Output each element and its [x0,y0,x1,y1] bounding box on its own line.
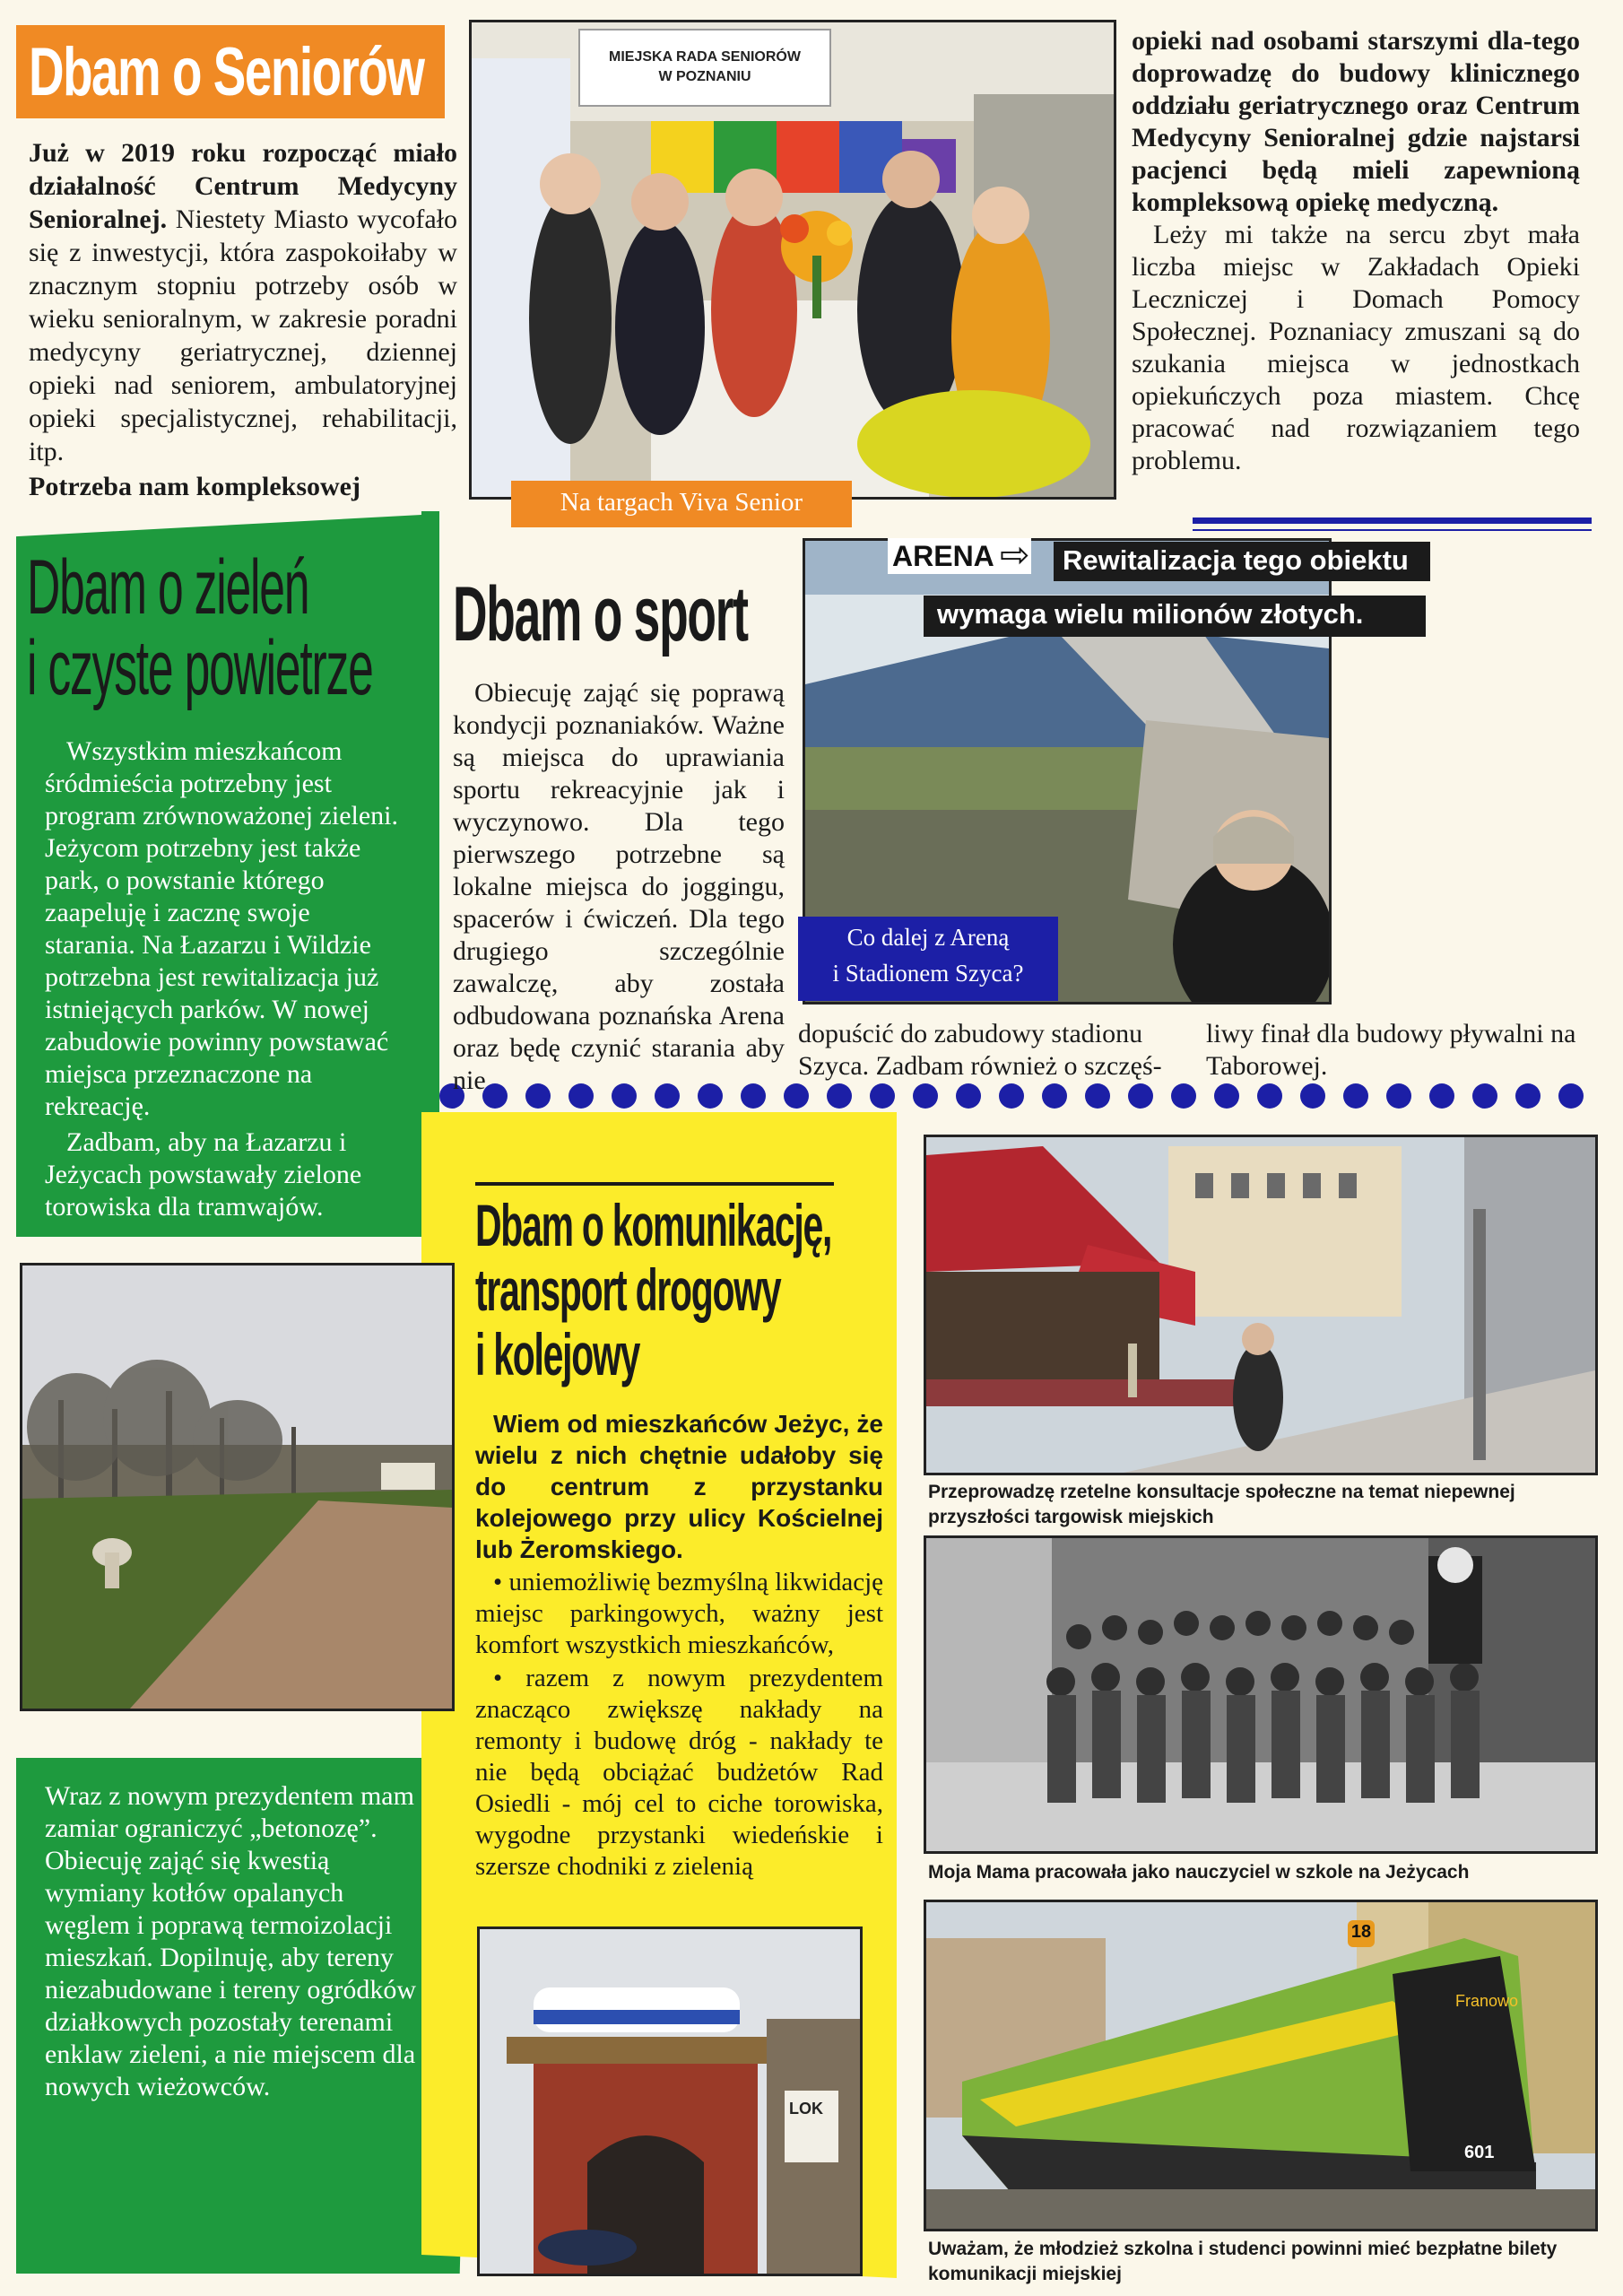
viva-senior-caption: Na targach Viva Senior [560,488,803,517]
navy-rule-thin [1193,529,1592,531]
sport-col3 [1206,1018,1592,1083]
seniors-title: Dbam o Seniorów [29,34,424,110]
transport-text [475,1408,883,1883]
viaduct-photo [477,1926,863,2276]
sport-col2 [798,1018,1166,1083]
arena-label: ARENA [892,540,994,572]
green-text-top [45,735,404,1223]
viaduct-sign: LOK [789,2100,823,2118]
seniors-col3-lead: opieki nad osobami starszymi dla-tego doprowadzę do budowy klinicznego oddziału geriatrycznego oraz Centrum Medycyny Senioralnej gdzie najstarsi pacjenci będą mieli zapewnioną kompleksową opiekę medyczną. [1132,26,1580,217]
park-photo [20,1263,455,1711]
tram-photo [924,1900,1598,2231]
school-photo [924,1535,1598,1854]
seniors-col1-text: Niestety Miasto wycofało się z inwestycji, która zaspokoiłaby w znacznym stopniu potrzeby osób w wieku senioralnym, w zakresie poradni medycyny geriatrycznej, dziennej opieki nad seniorem, ambulatoryjnej opieki specjalistycznej, rehabilitacji, itp. [29,204,457,466]
mrs-banner-line2: W POZNANIU [658,69,751,84]
market-photo [924,1135,1598,1475]
transport-title-rule [475,1182,834,1186]
green-title-line2: i czyste powietrze [27,625,373,711]
tram-caption: Uważam, że młodzież szkolna i studenci powinni mieć bezpłatne bilety komunikacji miejskiej [928,2239,1558,2284]
mrs-banner-line1: MIEJSKA RADA SENIORÓW [609,49,801,65]
seniors-col1-tail: Potrzeba nam kompleksowej [29,472,360,501]
transport-lead: Wiem od mieszkańców Jeżyc, że wielu z nich chętnie udałoby się do centrum z przystanku kolejowego przy ulicy Kościelnej lub Żeromskiego. [475,1410,883,1563]
seniors-col3 [1132,25,1580,477]
viva-senior-photo [469,20,1116,500]
sport-col1-text: Obiecuję zająć się poprawą kondycji poznaniaków. Ważne są miejsca do uprawiania sportu rekreacyjnie jak i wyczynowo. Dla tego pierwszego potrzebne są lokalne miejsca do joggingu, spacerów i ćwiczeń. Dla tego drugiego szczególnie zawalczę, aby została odbudowana poznańska Arena oraz będę czynić starania aby nie [453,678,785,1095]
sport-col1 [453,677,785,1097]
transport-title-line3: i kolejowy [475,1321,640,1387]
seniors-col3-text: Leży mi także na sercu zbyt mała liczba miejsc w Zakładach Opieki Leczniczej i Domach Pomocy Społecznej. Poznaniacy zmuszani są do szukania miejsca w jednostkach opiekuńczych poza miastem. Chcę pracować nad rozwiązaniem tego problemu. [1132,220,1580,475]
tram-destination: Franowo [1455,1992,1519,2010]
arena-banner-line2: wymaga wielu milionów złotych. [937,598,1364,630]
market-caption: Przeprowadzę rzetelne konsultacje społeczne na temat niepewnej przyszłości targowisk miejskich [928,1482,1515,1527]
transport-title-line1: Dbam o komunikację, [475,1192,832,1258]
seniors-col1 [29,136,457,503]
green-p1: Wszystkim mieszkańcom śródmieścia potrzebny jest program zrównoważonej zieleni. Jeżycom potrzebny jest także park, o powstanie którego zaapeluję i zacznę swoje starania. Na Łazarzu i Wildzie potrzebna jest rewitalizacja już istniejących parków. W nowej zabudowie powinny powstawać miejsca przeznaczone na rekreację. [45,736,398,1121]
tram-fleet-number: 601 [1464,2143,1495,2162]
arena-caption-line2: i Stadionem Szyca? [832,960,1024,987]
green-sliver [421,511,439,1112]
green-text-bottom [45,1780,430,2103]
sport-col2-text: dopuścić do zabudowy stadionu Szyca. Zadbam również o szczęś- [798,1019,1162,1081]
seniors-col1-lead: Już w 2019 roku rozpocząć miało działalność Centrum Medycyny Senioralnej. [29,138,457,234]
school-caption: Moja Mama pracowała jako nauczyciel w szkole na Jeżycach [928,1862,1470,1883]
transport-bullet1: • uniemożliwię bezmyślną likwidację miejsc parkingowych, ważny jest komfort wszystkich mieszkańców, [475,1568,883,1659]
navy-rule [1193,517,1592,524]
tram-number: 18 [1350,1922,1372,1942]
green-p2: Zadbam, aby na Łazarzu i Jeżycach powstawały zielone torowiska dla tramwajów. [45,1127,362,1222]
sport-title: Dbam o sport [453,571,748,657]
transport-title-line2: transport drogowy [475,1257,781,1323]
arena-banner-line1: Rewitalizacja tego obiektu [1063,544,1409,576]
arena-caption-line1: Co dalej z Areną [846,924,1010,951]
sport-col3-text: liwy finał dla budowy pływalni na Taborowej. [1206,1019,1576,1081]
transport-bullet2: • razem z nowym prezydentem znacząco zwiększę nakłady na remonty i budowę dróg - nakłady te nie będą obciążać budżetów Rad Osiedli - mój cel to ciche torowiska, wygodne przystanki wiedeńskie i szersze chodniki z zielenią [475,1664,883,1881]
arrow-right-icon: ⇨ [1000,535,1030,576]
green-p3: Wraz z nowym prezydentem mam zamiar ograniczyć „betonozę”. Obiecuję zająć się kwestią wymiany kotłów opalanych węglem i poprawą termoizolacji mieszkań. Dopilnuję, aby tereny niezabudowane i tereny ogródków działkowych pozostały terenami enklaw zieleni, a nie miejscem dla nowych wieżowców. [45,1781,417,2101]
green-title-line1: Dbam o zieleń [27,544,309,631]
